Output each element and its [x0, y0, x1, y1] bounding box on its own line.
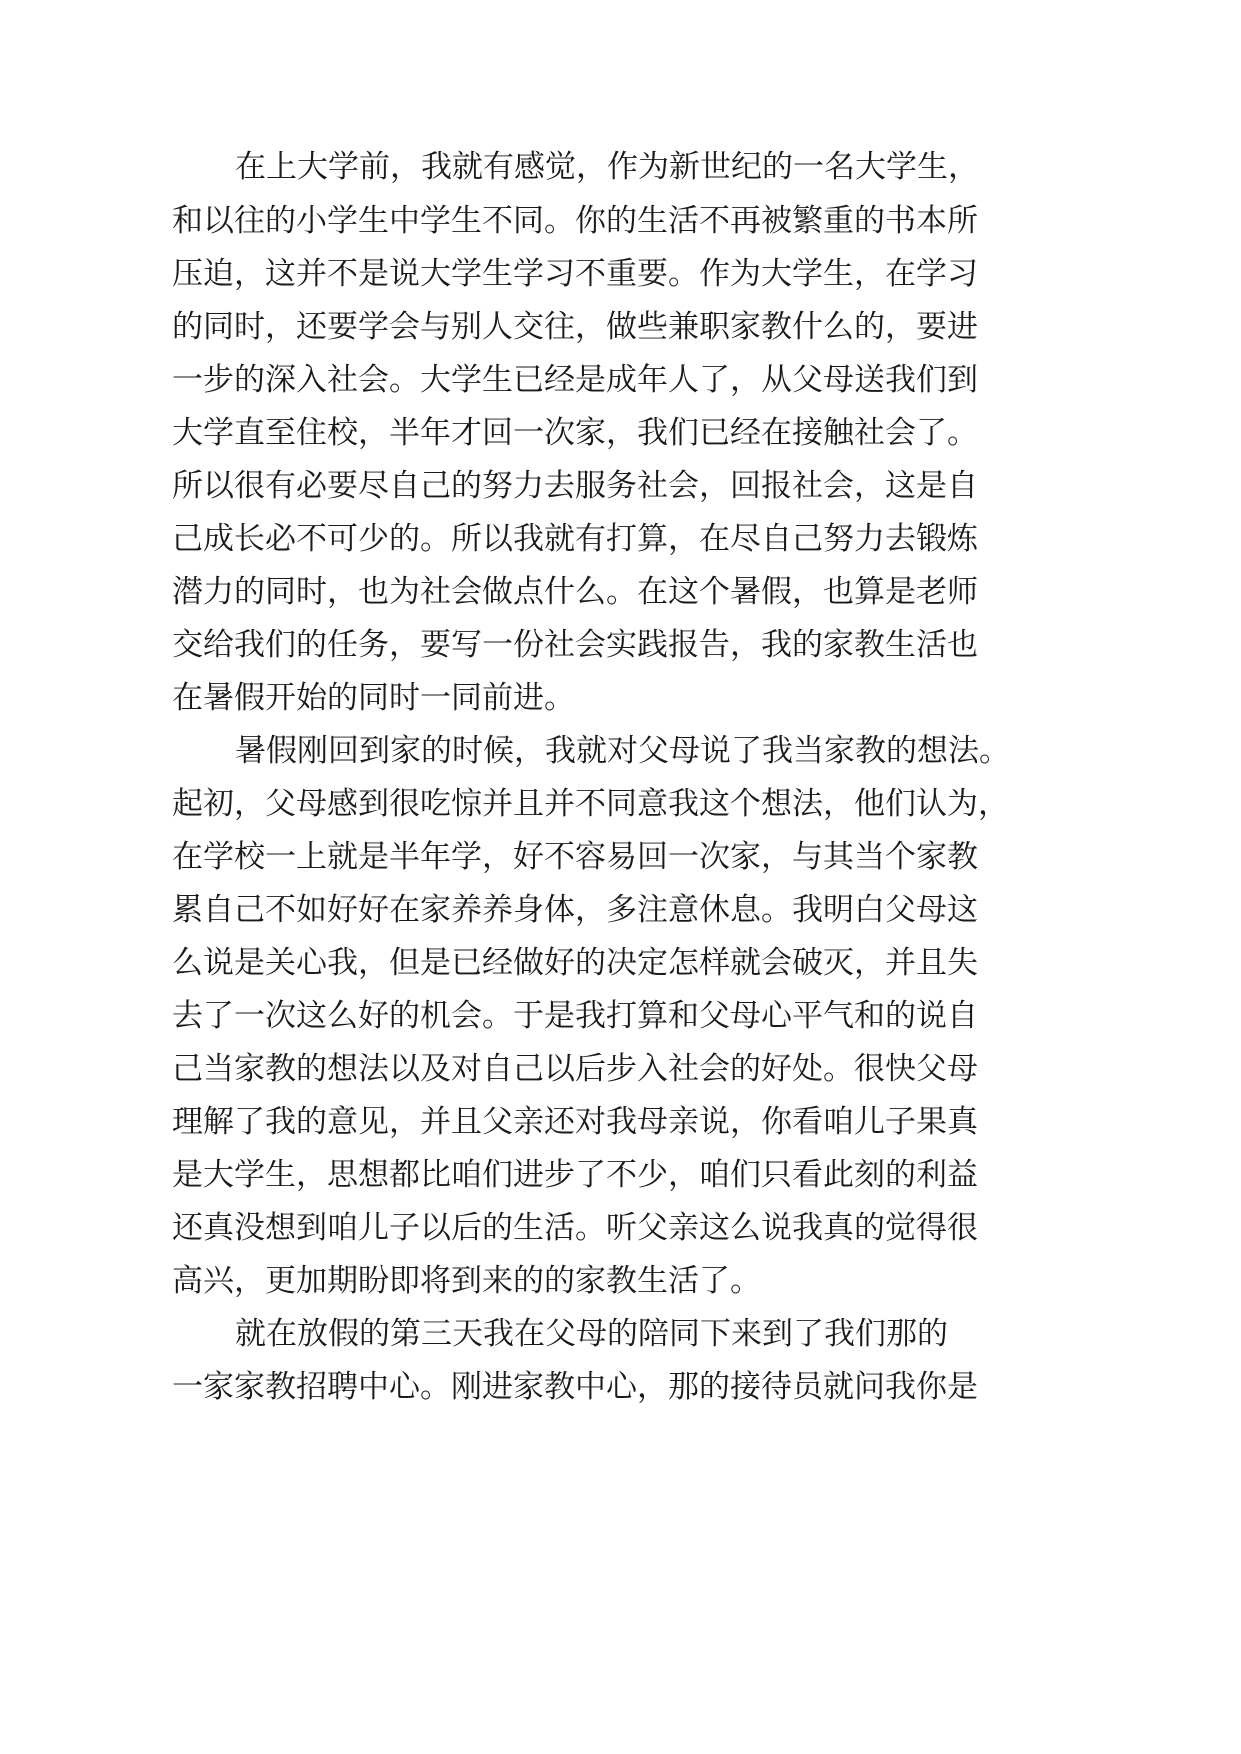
text-line-content: 理解了我的意见，并且父亲还对我母亲说，你看咱儿子果真	[172, 1104, 978, 1140]
text-line-content: 是大学生，思想都比咱们进步了不少，咱们只看此刻的利益	[172, 1157, 978, 1193]
text-line-content: 一步的深入社会。大学生已经是成年人了，从父母送我们到	[172, 362, 978, 398]
text-line-content: 在学校一上就是半年学，好不容易回一次家，与其当个家教	[172, 839, 978, 875]
text-line-content: 去了一次这么好的机会。于是我打算和父母心平气和的说自	[172, 998, 978, 1034]
text-line	[0, 1304, 1241, 1364]
text-line-content: 还真没想到咱儿子以后的生活。听父亲这么说我真的觉得很	[172, 1210, 978, 1246]
text-line	[0, 1251, 1241, 1311]
text-line	[0, 933, 1241, 993]
text-line	[0, 986, 1241, 1046]
text-line	[0, 137, 1241, 197]
text-line-content: 起初，父母感到很吃惊并且并不同意我这个想法，他们认为，	[172, 786, 1009, 822]
text-line	[0, 456, 1241, 516]
text-line-content: 所以很有必要尽自己的努力去服务社会，回报社会，这是自	[172, 468, 978, 504]
text-line-content: 和以往的小学生中学生不同。你的生活不再被繁重的书本所	[172, 203, 978, 239]
text-line	[0, 615, 1241, 675]
text-line	[0, 1357, 1241, 1417]
text-line-content: 大学直至住校，半年才回一次家，我们已经在接触社会了。	[172, 415, 978, 451]
text-line	[0, 774, 1241, 834]
text-line	[0, 1092, 1241, 1152]
text-line-content: 交给我们的任务，要写一份社会实践报告，我的家教生活也	[172, 627, 978, 663]
text-line-content: 己当家教的想法以及对自己以后步入社会的好处。很快父母	[172, 1051, 978, 1087]
text-line-content: 潜力的同时，也为社会做点什么。在这个暑假，也算是老师	[172, 574, 978, 610]
text-line-content: 就在放假的第三天我在父母的陪同下来到了我们那的	[235, 1316, 948, 1352]
text-line	[0, 1198, 1241, 1258]
text-line	[0, 297, 1241, 357]
text-line	[0, 191, 1241, 251]
text-line	[0, 721, 1241, 781]
text-line	[0, 1039, 1241, 1099]
text-line-content: 己成长必不可少的。所以我就有打算，在尽自己努力去锻炼	[172, 521, 978, 557]
text-line	[0, 668, 1241, 728]
text-line	[0, 880, 1241, 940]
text-line	[0, 562, 1241, 622]
text-line-content: 一家家教招聘中心。刚进家教中心，那的接待员就问我你是	[172, 1369, 978, 1405]
text-line-content: 高兴，更加期盼即将到来的的家教生活了。	[172, 1263, 761, 1299]
text-line	[0, 509, 1241, 569]
text-line	[0, 244, 1241, 304]
text-line	[0, 1145, 1241, 1205]
text-line	[0, 350, 1241, 410]
text-line-content: 在暑假开始的同时一同前进。	[172, 680, 575, 716]
text-line	[0, 403, 1241, 463]
text-line-content: 在上大学前，我就有感觉，作为新世纪的一名大学生，	[235, 149, 979, 185]
text-line	[0, 827, 1241, 887]
text-line-content: 的同时，还要学会与别人交往，做些兼职家教什么的，要进	[172, 309, 978, 345]
text-line-content: 压迫，这并不是说大学生学习不重要。作为大学生，在学习	[172, 256, 978, 292]
text-line-content: 么说是关心我，但是已经做好的决定怎样就会破灭，并且失	[172, 945, 978, 981]
text-line-content: 暑假刚回到家的时候，我就对父母说了我当家教的想法。	[235, 733, 1010, 769]
text-line-content: 累自己不如好好在家养养身体，多注意休息。我明白父母这	[172, 892, 978, 928]
